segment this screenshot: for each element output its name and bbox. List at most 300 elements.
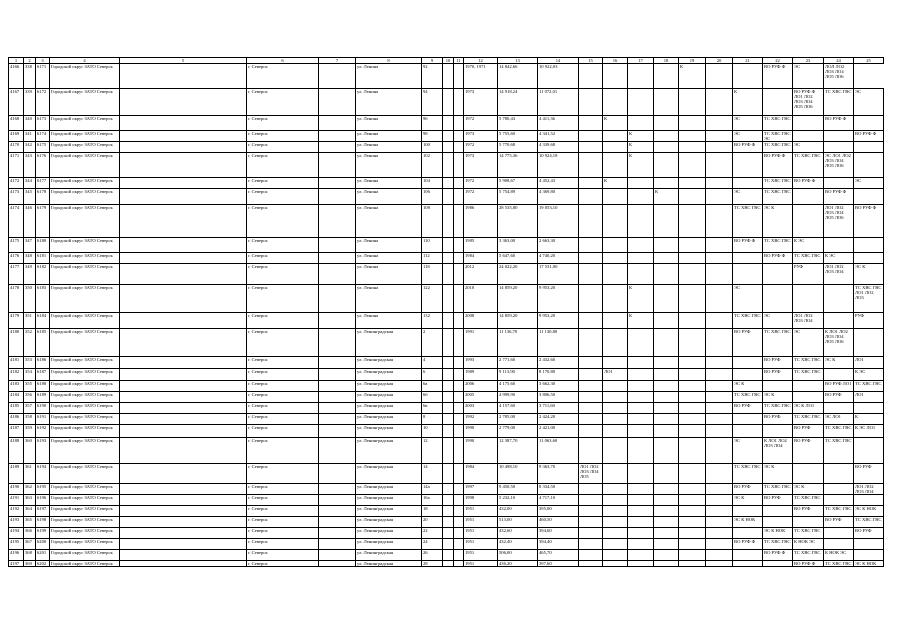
table-cell xyxy=(443,403,454,414)
table-cell: Городской округ ЗАТО Северск xyxy=(50,550,120,561)
table-cell: 362 xyxy=(24,484,36,495)
table-cell xyxy=(733,414,763,425)
table-cell xyxy=(319,253,356,264)
table-cell: г. Северск xyxy=(247,142,319,153)
table-cell xyxy=(824,131,854,142)
table-cell xyxy=(706,205,733,238)
table-cell xyxy=(679,414,706,425)
table-cell xyxy=(443,178,454,189)
table-cell: 6200 xyxy=(36,539,50,550)
table-cell xyxy=(443,392,454,403)
table-cell: 3 806,50 xyxy=(538,392,579,403)
table-cell xyxy=(579,264,603,285)
table-cell: 10 922,03 xyxy=(538,64,579,89)
table-cell: ВО РУФ Ф xyxy=(763,253,793,264)
table-cell xyxy=(854,550,884,561)
table-row xyxy=(9,285,884,313)
table-cell: г. Северск xyxy=(247,484,319,495)
column-number-cell: 8 xyxy=(356,58,422,64)
column-number-cell: 24 xyxy=(824,58,854,64)
table-cell xyxy=(319,392,356,403)
table-cell xyxy=(628,205,654,238)
table-cell: 4 717,10 xyxy=(538,495,579,506)
table-row xyxy=(9,64,884,89)
table-cell: ЭС К НОК xyxy=(854,561,884,567)
table-cell: ЭС xyxy=(793,64,824,89)
table-cell: 4180 xyxy=(9,329,24,357)
table-cell xyxy=(824,313,854,329)
table-cell xyxy=(443,142,454,153)
table-cell xyxy=(628,189,654,205)
table-cell xyxy=(454,264,464,285)
table-cell: 4175 xyxy=(9,238,24,253)
table-cell: ул. Ленина xyxy=(356,313,422,329)
table-cell: г. Северск xyxy=(247,205,319,238)
table-row xyxy=(9,153,884,178)
table-cell: К ЛО1 ЛО2 ЛО3 ЛО4 xyxy=(763,438,793,464)
table-cell: 108 xyxy=(422,205,443,238)
table-row xyxy=(9,464,884,484)
table-cell: К xyxy=(679,64,706,89)
table-cell: Городской округ ЗАТО Северск xyxy=(50,142,120,153)
table-cell: К xyxy=(628,313,654,329)
table-cell: 6б xyxy=(422,392,443,403)
table-cell xyxy=(628,392,654,403)
table-cell xyxy=(679,253,706,264)
table-row xyxy=(9,357,884,369)
table-cell xyxy=(706,438,733,464)
table-cell: 4193 xyxy=(9,517,24,528)
table-cell: 6178 xyxy=(36,189,50,205)
table-cell xyxy=(579,528,603,539)
table-cell xyxy=(706,178,733,189)
table-cell xyxy=(628,381,654,392)
table-cell xyxy=(679,517,706,528)
table-cell: ЭС К xyxy=(854,264,884,285)
table-cell xyxy=(733,357,763,369)
table-cell: 17 531,00 xyxy=(538,264,579,285)
table-cell: 106 xyxy=(422,189,443,205)
table-cell: г. Северск xyxy=(247,528,319,539)
table-cell: г. Северск xyxy=(247,414,319,425)
table-cell: г. Северск xyxy=(247,392,319,403)
table-cell xyxy=(654,64,679,89)
table-cell xyxy=(679,484,706,495)
table-cell: 14 775,36 xyxy=(498,153,538,178)
table-cell: 98 xyxy=(422,131,443,142)
table-cell: ТС ХВС ГВС xyxy=(733,464,763,484)
table-cell: 24 022,20 xyxy=(498,264,538,285)
table-cell: К ЛО1 ЛО2 ЛО3 ЛО4 ЛО5 ЛО6 xyxy=(824,329,854,357)
table-cell: К xyxy=(628,285,654,313)
table-cell xyxy=(603,285,628,313)
table-cell xyxy=(120,357,247,369)
table-cell xyxy=(679,264,706,285)
table-cell xyxy=(654,414,679,425)
table-cell: Городской округ ЗАТО Северск xyxy=(50,495,120,506)
table-cell xyxy=(793,381,824,392)
table-cell: 6172 xyxy=(36,89,50,116)
table-cell: 118 xyxy=(422,264,443,285)
table-cell: 4188 xyxy=(9,438,24,464)
table-cell: 6191 xyxy=(36,414,50,425)
table-cell: Городской округ ЗАТО Северск xyxy=(50,131,120,142)
table-cell: 28 xyxy=(422,561,443,567)
table-cell xyxy=(454,64,464,89)
column-number-cell: 21 xyxy=(733,58,763,64)
table-cell: ВО РУФ Ф xyxy=(733,539,763,550)
table-cell xyxy=(824,178,854,189)
table-row xyxy=(9,561,884,567)
table-cell: 6 xyxy=(422,369,443,381)
table-cell xyxy=(679,89,706,116)
table-cell xyxy=(454,550,464,561)
table-cell: ТС ХВС ГВС xyxy=(763,116,793,131)
table-cell xyxy=(628,438,654,464)
table-cell: ул. Ленина xyxy=(356,264,422,285)
table-cell: 6173 xyxy=(36,116,50,131)
table-row xyxy=(9,116,884,131)
table-cell: 2 779,00 xyxy=(498,425,538,438)
table-cell xyxy=(603,539,628,550)
table-cell: 4179 xyxy=(9,313,24,329)
table-cell xyxy=(579,131,603,142)
table-cell xyxy=(654,238,679,253)
table-cell xyxy=(679,142,706,153)
table-cell xyxy=(628,264,654,285)
table-cell xyxy=(120,142,247,153)
table-cell xyxy=(443,495,454,506)
table-cell xyxy=(120,89,247,116)
table-cell: Городской округ ЗАТО Северск xyxy=(50,392,120,403)
table-cell: ул. Ленинградская xyxy=(356,539,422,550)
table-cell: К ЭС xyxy=(824,253,854,264)
table-cell: 9 953,20 xyxy=(538,313,579,329)
table-cell xyxy=(763,264,793,285)
table-cell xyxy=(319,178,356,189)
table-cell xyxy=(654,484,679,495)
table-cell xyxy=(603,153,628,178)
table-cell: ВО РУФ xyxy=(854,464,884,484)
table-cell: 4170 xyxy=(9,142,24,153)
table-cell xyxy=(120,238,247,253)
table-cell: 6181 xyxy=(36,253,50,264)
table-cell: ЭС К xyxy=(824,357,854,369)
table-cell: 4172 xyxy=(9,178,24,189)
table-cell xyxy=(706,264,733,285)
table-cell: 368 xyxy=(24,550,36,561)
table-cell xyxy=(120,528,247,539)
table-cell: ул. Ленина xyxy=(356,89,422,116)
table-cell: 4178 xyxy=(9,285,24,313)
table-cell: 363 xyxy=(24,495,36,506)
table-cell xyxy=(603,238,628,253)
table-cell: ул. Ленинградская xyxy=(356,357,422,369)
table-cell: 349 xyxy=(24,264,36,285)
table-cell xyxy=(319,329,356,357)
table-cell xyxy=(120,561,247,567)
table-cell: 11 130,80 xyxy=(538,329,579,357)
table-cell: Городской округ ЗАТО Северск xyxy=(50,116,120,131)
table-row xyxy=(9,253,884,264)
table-cell: ул. Ленина xyxy=(356,253,422,264)
table-cell: 122 xyxy=(422,285,443,313)
table-row xyxy=(9,528,884,539)
table-cell xyxy=(679,178,706,189)
table-cell xyxy=(603,381,628,392)
table-cell xyxy=(654,561,679,567)
table-cell xyxy=(706,539,733,550)
registry-table xyxy=(8,57,884,567)
table-cell: ВО РУФ xyxy=(733,403,763,414)
table-cell: 4197 xyxy=(9,561,24,567)
table-cell: 1984 xyxy=(464,253,498,264)
table-cell: ул. Ленинградская xyxy=(356,484,422,495)
table-cell xyxy=(120,381,247,392)
table-cell xyxy=(579,438,603,464)
table-cell xyxy=(579,403,603,414)
table-cell xyxy=(654,438,679,464)
table-cell: 16а xyxy=(422,495,443,506)
table-cell xyxy=(120,64,247,89)
table-cell xyxy=(706,484,733,495)
table-cell: 1984 xyxy=(464,464,498,484)
table-cell: ЭС xyxy=(793,142,824,153)
table-cell xyxy=(654,539,679,550)
table-cell xyxy=(654,392,679,403)
table-cell xyxy=(579,392,603,403)
table-cell xyxy=(579,506,603,517)
table-cell: 394,60 xyxy=(538,528,579,539)
table-cell: ул. Ленина xyxy=(356,64,422,89)
table-cell xyxy=(763,89,793,116)
table-cell: Городской округ ЗАТО Северск xyxy=(50,484,120,495)
table-cell: Городской округ ЗАТО Северск xyxy=(50,238,120,253)
table-cell xyxy=(454,329,464,357)
column-number-cell: 11 xyxy=(454,58,464,64)
table-cell: 2 432,60 xyxy=(538,357,579,369)
table-cell: 110 xyxy=(422,238,443,253)
table-cell: Городской округ ЗАТО Северск xyxy=(50,506,120,517)
table-cell xyxy=(319,153,356,178)
table-cell xyxy=(793,131,824,142)
table-cell xyxy=(120,438,247,464)
table-cell: ул. Ленина xyxy=(356,189,422,205)
table-row xyxy=(9,189,884,205)
table-cell: г. Северск xyxy=(247,329,319,357)
table-cell: 10 924,18 xyxy=(538,153,579,178)
table-cell: ул. Ленинградская xyxy=(356,517,422,528)
table-cell xyxy=(679,392,706,403)
table-row xyxy=(9,238,884,253)
table-cell xyxy=(120,414,247,425)
table-cell xyxy=(454,153,464,178)
table-cell xyxy=(824,464,854,484)
table-cell: 6195 xyxy=(36,484,50,495)
table-cell: 6184 xyxy=(36,313,50,329)
table-cell: 2012 xyxy=(464,264,498,285)
table-cell xyxy=(454,528,464,539)
table-cell: Городской округ ЗАТО Северск xyxy=(50,517,120,528)
table-cell xyxy=(443,313,454,329)
table-cell: ЭС ЛО1 ЛО2 ЛО3 ЛО4 ЛО5 ЛО6 xyxy=(824,153,854,178)
table-cell: 432,60 xyxy=(498,528,538,539)
table-cell xyxy=(454,357,464,369)
table-cell: Городской округ ЗАТО Северск xyxy=(50,285,120,313)
table-cell xyxy=(628,403,654,414)
table-cell: ТС ХВС ГВС xyxy=(793,357,824,369)
table-cell: 4 xyxy=(422,357,443,369)
table-cell: ВО РУФ Ф xyxy=(824,116,854,131)
table-cell: 19 053,10 xyxy=(538,205,579,238)
table-cell xyxy=(854,438,884,464)
table-cell: 6175 xyxy=(36,142,50,153)
table-cell: 4 341,52 xyxy=(538,131,579,142)
table-cell xyxy=(120,189,247,205)
table-cell xyxy=(454,369,464,381)
table-cell xyxy=(319,238,356,253)
table-cell: 6190 xyxy=(36,403,50,414)
table-cell: ул. Ленина xyxy=(356,205,422,238)
table-cell: 6а xyxy=(422,381,443,392)
table-cell: 8 170,80 xyxy=(538,369,579,381)
table-cell: 5 754,89 xyxy=(498,189,538,205)
table-cell xyxy=(824,539,854,550)
table-cell xyxy=(579,484,603,495)
table-cell xyxy=(454,403,464,414)
table-cell: ЛО1 ЛО2 ЛО3 ЛО4 ЛО5 ЛО6 xyxy=(824,205,854,238)
table-cell: ул. Ленинградская xyxy=(356,495,422,506)
table-cell: 1951 xyxy=(464,517,498,528)
table-cell: 361 xyxy=(24,464,36,484)
table-cell: РУФ xyxy=(793,264,824,285)
table-row xyxy=(9,205,884,238)
table-cell: ТС ХВС ГВС xyxy=(824,561,854,567)
table-cell xyxy=(454,142,464,153)
table-cell: 355 xyxy=(24,381,36,392)
table-cell xyxy=(120,178,247,189)
table-cell xyxy=(443,116,454,131)
table-cell: ВО РУФ Ф xyxy=(763,153,793,178)
table-cell: К xyxy=(603,116,628,131)
table-row xyxy=(9,414,884,425)
table-cell: 366 xyxy=(24,528,36,539)
table-cell: 4169 xyxy=(9,131,24,142)
table-cell: г. Северск xyxy=(247,357,319,369)
table-cell xyxy=(120,506,247,517)
table-cell xyxy=(854,539,884,550)
table-cell xyxy=(654,205,679,238)
table-cell: 1997 xyxy=(464,484,498,495)
table-cell: 352 xyxy=(24,329,36,357)
table-cell: ТС ХВС ГВС ЭС xyxy=(763,131,793,142)
table-cell: 1992 xyxy=(464,414,498,425)
table-cell xyxy=(854,116,884,131)
table-cell xyxy=(579,153,603,178)
table-cell xyxy=(854,142,884,153)
table-cell xyxy=(579,89,603,116)
table-cell: 6в xyxy=(422,403,443,414)
table-cell xyxy=(706,153,733,178)
table-cell: 1973 xyxy=(464,89,498,116)
table-cell xyxy=(454,539,464,550)
table-cell xyxy=(454,313,464,329)
table-cell xyxy=(763,561,793,567)
table-cell: 4185 xyxy=(9,403,24,414)
table-cell xyxy=(579,238,603,253)
table-cell: ул. Ленинградская xyxy=(356,403,422,414)
table-cell: г. Северск xyxy=(247,517,319,528)
table-row xyxy=(9,550,884,561)
table-cell xyxy=(706,517,733,528)
table-cell: 6186 xyxy=(36,357,50,369)
table-cell: 342 xyxy=(24,142,36,153)
table-cell xyxy=(679,313,706,329)
table-cell xyxy=(763,517,793,528)
table-cell: ВО РУФ xyxy=(763,495,793,506)
table-cell: г. Северск xyxy=(247,189,319,205)
table-cell xyxy=(706,381,733,392)
table-cell xyxy=(679,329,706,357)
table-cell: ВО РУФ Ф xyxy=(854,205,884,238)
table-cell xyxy=(319,484,356,495)
table-cell xyxy=(679,539,706,550)
table-cell: Городской округ ЗАТО Северск xyxy=(50,403,120,414)
table-cell: 5 770,68 xyxy=(498,142,538,153)
table-cell xyxy=(603,528,628,539)
table-cell: ЭС К НОК xyxy=(854,506,884,517)
table-cell: 3 711,60 xyxy=(538,403,579,414)
table-row xyxy=(9,403,884,414)
table-cell xyxy=(120,403,247,414)
table-cell xyxy=(706,142,733,153)
table-cell xyxy=(628,528,654,539)
table-cell xyxy=(628,64,654,89)
table-cell: ТС ХВС ГВС xyxy=(733,313,763,329)
table-cell: 1985 xyxy=(464,238,498,253)
table-cell: 1993 xyxy=(464,357,498,369)
table-cell xyxy=(603,329,628,357)
table-cell xyxy=(443,464,454,484)
table-cell: 4190 xyxy=(9,484,24,495)
table-cell: г. Северск xyxy=(247,506,319,517)
table-cell: ул. Ленинградская xyxy=(356,561,422,567)
table-cell: 351 xyxy=(24,313,36,329)
table-cell xyxy=(679,425,706,438)
table-cell: 347 xyxy=(24,238,36,253)
table-cell xyxy=(454,89,464,116)
table-cell xyxy=(603,561,628,567)
table-cell xyxy=(443,561,454,567)
table-cell: 4184 xyxy=(9,392,24,403)
table-cell xyxy=(793,392,824,403)
table-cell: 4174 xyxy=(9,205,24,238)
table-row xyxy=(9,392,884,403)
table-cell: ВО РУФ xyxy=(763,357,793,369)
table-cell: 5 908,67 xyxy=(498,178,538,189)
table-cell xyxy=(319,464,356,484)
table-cell xyxy=(603,253,628,264)
table-cell: Городской округ ЗАТО Северск xyxy=(50,253,120,264)
table-cell: г. Северск xyxy=(247,313,319,329)
table-cell xyxy=(603,392,628,403)
table-cell xyxy=(628,517,654,528)
table-cell: 1986 xyxy=(464,205,498,238)
table-cell xyxy=(319,414,356,425)
table-cell: Городской округ ЗАТО Северск xyxy=(50,189,120,205)
table-cell xyxy=(733,369,763,381)
table-cell: 6182 xyxy=(36,264,50,285)
